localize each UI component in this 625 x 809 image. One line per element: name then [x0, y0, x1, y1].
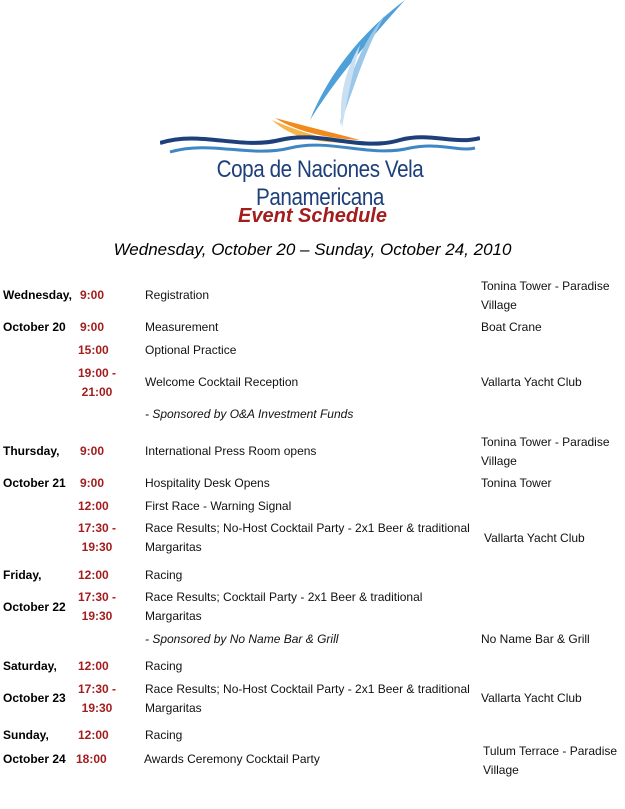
day-label: Friday,: [3, 568, 42, 582]
time-cell: 9:00: [80, 476, 105, 490]
day-label: October 20: [3, 320, 66, 334]
location-cell: Vallarta Yacht Club: [484, 531, 585, 545]
location-cell: Boat Crane: [481, 320, 542, 334]
location-cell: Tonina Tower - Paradise Village: [481, 435, 610, 468]
time-cell: 19:00 - 21:00: [77, 366, 117, 399]
time-cell: 9:00: [80, 320, 105, 334]
event-cell: Race Results; No-Host Cocktail Party - 2x1 Beer & traditional Margaritas: [145, 682, 470, 715]
time-cell: 17:30 - 19:30: [77, 682, 117, 715]
event-logo: [160, 0, 480, 211]
day-label: Sunday,: [3, 728, 49, 742]
location-cell: Tulum Terrace - Paradise Village: [483, 744, 618, 777]
location-cell: Tonina Tower: [481, 476, 552, 490]
event-cell: Racing: [145, 568, 183, 582]
time-cell: 9:00: [80, 288, 105, 302]
time-cell: 12:00: [78, 659, 109, 673]
time-cell: 17:30 - 19:30: [77, 590, 117, 623]
event-cell: Race Results; Cocktail Party - 2x1 Beer & traditional Margaritas: [145, 590, 423, 623]
time-cell: 12:00: [78, 568, 109, 582]
page-subtitle: Wednesday, October 20 – Sunday, October 24, 2010: [113, 240, 512, 259]
time-cell: 18:00: [76, 752, 107, 766]
time-cell: 12:00: [78, 499, 109, 513]
logo-wordmark: Copa de Naciones Vela Panamericana: [216, 156, 424, 211]
location-cell: Tonina Tower - Paradise Village: [481, 279, 610, 312]
time-cell: 15:00: [78, 343, 109, 357]
day-label: Wednesday,: [3, 288, 72, 302]
location-cell: Vallarta Yacht Club: [481, 691, 582, 705]
location-cell: No Name Bar & Grill: [481, 632, 590, 646]
sailboat-logo-icon: [160, 0, 480, 160]
event-cell: Awards Ceremony Cocktail Party: [144, 752, 320, 766]
page-title: Event Schedule: [238, 205, 387, 227]
event-cell: Hospitality Desk Opens: [145, 476, 270, 490]
day-label: Saturday,: [3, 659, 57, 673]
sponsor-note: - Sponsored by No Name Bar & Grill: [145, 632, 339, 646]
event-cell: Racing: [145, 659, 183, 673]
event-cell: Measurement: [145, 320, 219, 334]
day-label: October 21: [3, 476, 66, 490]
day-label: October 24: [3, 752, 66, 766]
sponsor-note: - Sponsored by O&A Investment Funds: [145, 407, 354, 421]
time-cell: 12:00: [78, 728, 109, 742]
day-label: October 22: [3, 600, 66, 614]
time-cell: 17:30 - 19:30: [77, 521, 117, 554]
location-cell: Vallarta Yacht Club: [481, 375, 582, 389]
time-cell: 9:00: [80, 444, 105, 458]
day-label: Thursday,: [3, 444, 60, 458]
day-label: October 23: [3, 691, 66, 705]
event-cell: International Press Room opens: [145, 444, 317, 458]
event-cell: Race Results; No-Host Cocktail Party - 2x1 Beer & traditional Margaritas: [145, 521, 470, 554]
event-cell: Racing: [145, 728, 183, 742]
event-cell: Registration: [145, 288, 210, 302]
event-cell: Optional Practice: [145, 343, 237, 357]
event-cell: First Race - Warning Signal: [145, 499, 292, 513]
event-cell: Welcome Cocktail Reception: [145, 375, 299, 389]
